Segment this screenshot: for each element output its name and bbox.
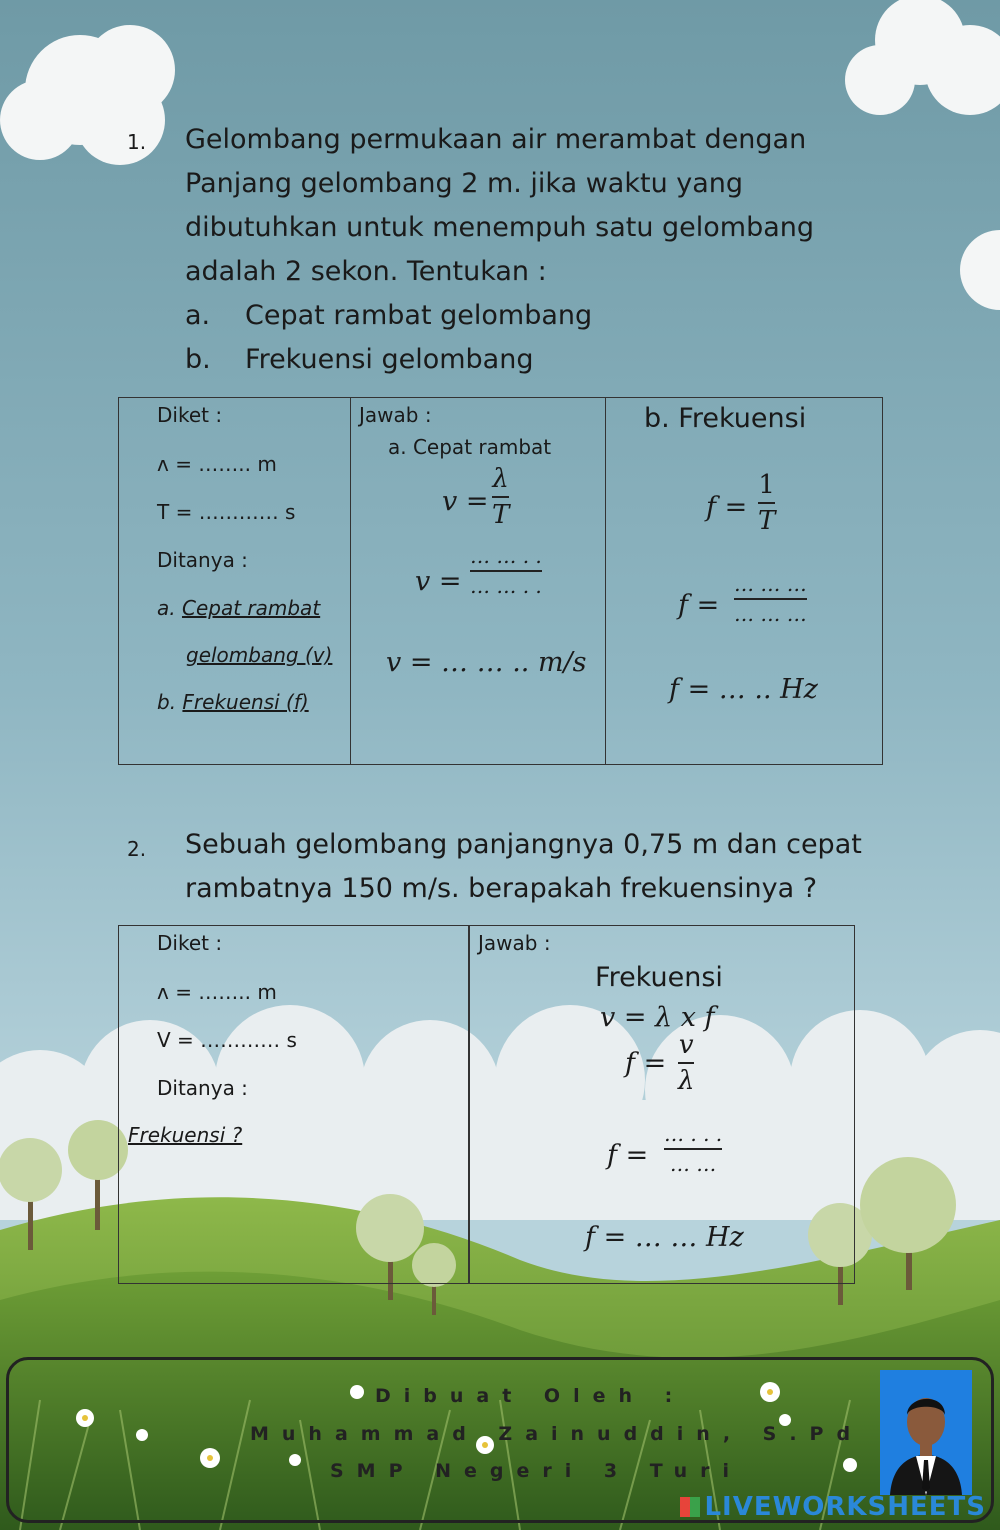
q2-frequency-result[interactable]: f = … … Hz [585, 1222, 744, 1253]
q1-velocity-blank-numerator[interactable]: … … . . [470, 544, 542, 568]
q1-ditanya-label: Ditanya : [157, 548, 248, 572]
q2-wave-equation: v = λ x f [600, 1002, 715, 1033]
question-2-number: 2. [127, 837, 147, 861]
author-photo [880, 1370, 972, 1495]
q1-velocity-denominator: T [492, 500, 510, 530]
q1-jawab-label: Jawab : [359, 403, 432, 427]
q2-lambda-blank[interactable]: ʌ = …….. m [157, 980, 277, 1004]
question-1-text [185, 118, 814, 382]
question-2-text [185, 823, 862, 911]
q1-frequency-formula-lhs: f = [706, 492, 748, 523]
q1-frequency-formula-fraction [758, 470, 775, 536]
q2-frequency-blank-lhs: f = [607, 1140, 649, 1171]
q2-velocity-blank[interactable]: V = ………… s [157, 1028, 297, 1052]
q1-frequency-blank-fraction[interactable] [734, 572, 807, 626]
q1-velocity-blank-lhs: v = [415, 566, 462, 597]
q2-ditanya-label: Ditanya : [157, 1076, 248, 1100]
q2-ask: Frekuensi ? [128, 1123, 243, 1147]
question-1-line: dibutuhkan untuk menempuh satu gelombang [185, 212, 815, 243]
q1-velocity-result[interactable]: v = … … .. m/s [386, 647, 587, 678]
q1-velocity-blank-fraction[interactable] [470, 544, 542, 598]
q1-diket-label: Diket : [157, 403, 223, 427]
q1-frequency-blank-numerator[interactable]: … … … [734, 572, 807, 596]
question-1-item-b: b. Frekuensi gelombang [185, 344, 534, 375]
question-1-line: Gelombang permukaan air merambat dengan [185, 124, 807, 155]
credits-line-made-by: Dibuat Oleh : [375, 1385, 686, 1407]
q1-frequency-numerator: 1 [758, 470, 775, 500]
q1-frequency-blank-denominator[interactable]: … … … [734, 602, 807, 626]
q1-velocity-formula-lhs: v = [442, 486, 489, 517]
q1-period-blank[interactable]: T = ………… s [157, 500, 296, 524]
credits-line-author: Muhammad Zainuddin, S.Pd [250, 1423, 864, 1445]
question-1-number: 1. [127, 130, 147, 154]
q2-frequency-blank-denominator[interactable]: … … [669, 1152, 717, 1176]
q2-frequency-blank-numerator[interactable]: … . . . [664, 1122, 723, 1146]
q2-frequency-blank-fraction[interactable] [664, 1122, 722, 1176]
q1-frequency-result[interactable]: f = … .. Hz [669, 674, 818, 705]
q1-lambda-blank[interactable]: ʌ = …….. m [157, 452, 277, 476]
logo-icon [680, 1497, 700, 1517]
credits-line-school: SMP Negeri 3 Turi [330, 1460, 743, 1482]
question-2-line: Sebuah gelombang panjangnya 0,75 m dan cepat [185, 829, 862, 860]
q1-velocity-blank-denominator[interactable]: … … . . [470, 574, 542, 598]
q2-frequency-denominator: λ [678, 1066, 695, 1096]
q1-answer-b-title: b. Frekuensi [644, 403, 807, 434]
q2-frequency-formula-fraction [678, 1030, 694, 1096]
q1-ask-a-cont: gelombang (v) [186, 643, 333, 667]
q2-frequency-formula-lhs: f = [625, 1048, 667, 1079]
q1-velocity-numerator: λ [492, 464, 509, 494]
q1-answer-a-title: a. Cepat rambat [388, 435, 552, 459]
q1-velocity-formula-fraction [492, 464, 509, 530]
q2-answer-title: Frekuensi [595, 962, 723, 993]
liveworksheets-logo[interactable]: LIVEWORKSHEETS [680, 1492, 986, 1522]
q1-frequency-denominator: T [758, 506, 776, 536]
q2-jawab-label: Jawab : [478, 931, 551, 955]
q1-frequency-blank-lhs: f = [678, 590, 720, 621]
q1-ask-a: a. Cepat rambat [157, 596, 321, 620]
q2-frequency-numerator: v [678, 1030, 694, 1060]
question-1-line: Panjang gelombang 2 m. jika waktu yang [185, 168, 744, 199]
question-2-line: rambatnya 150 m/s. berapakah frekuensinya ? [185, 873, 818, 904]
q2-diket-label: Diket : [157, 931, 223, 955]
question-1-item-a: a. Cepat rambat gelombang [185, 300, 593, 331]
q1-ask-b: b. Frekuensi (f) [157, 690, 309, 714]
q2-table-diket-cell [118, 925, 470, 1284]
question-1-line: adalah 2 sekon. Tentukan : [185, 256, 547, 287]
